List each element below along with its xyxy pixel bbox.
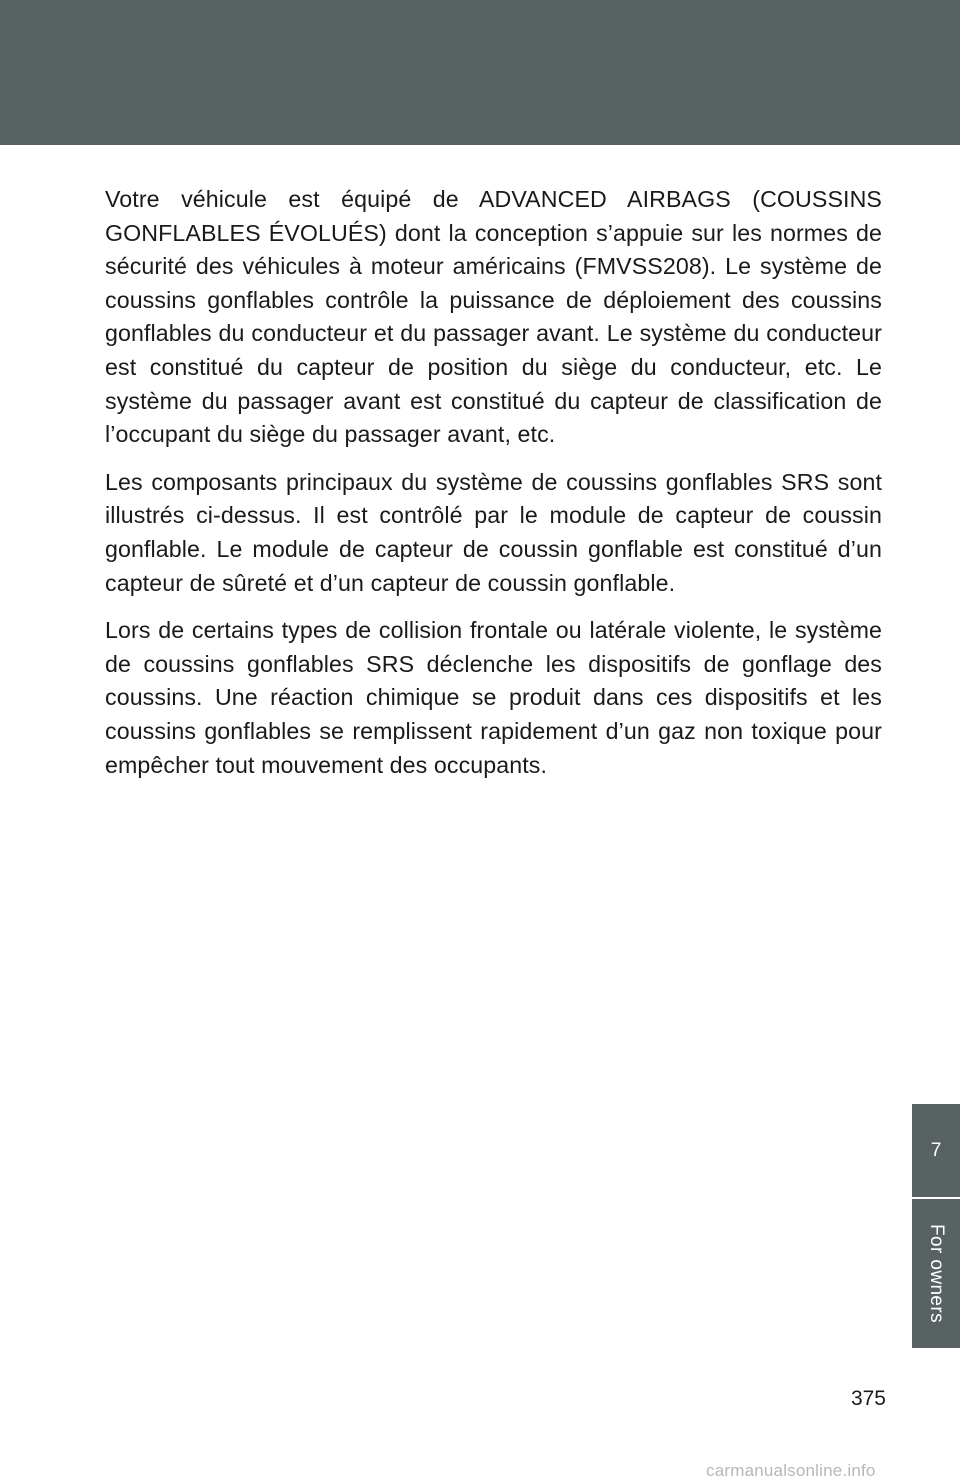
chapter-number: 7 bbox=[930, 1140, 942, 1161]
chapter-tab[interactable] bbox=[912, 1104, 960, 1348]
body-text bbox=[105, 183, 882, 796]
watermark: carmanualsonline.info bbox=[706, 1461, 876, 1480]
page-number: 375 bbox=[850, 1387, 886, 1410]
chapter-title: For owners bbox=[926, 1223, 947, 1324]
chapter-title-box bbox=[912, 1199, 960, 1348]
paragraph-collision-deployment: Lors de certains types de collision frontale ou latérale violente, le système de coussins gonflables SRS déclenche les dispositifs de gonflage des coussins. Une réaction chimique se produit dans ces dispositifs et les coussins gonflables se remplissent rapidement d’un gaz non toxique pour empêcher tout mouvement des occupants. bbox=[105, 617, 882, 778]
paragraph-srs-components: Les composants principaux du système de coussins gonflables SRS sont illustrés ci-dessus. Il est contrôlé par le module de capteur de coussin gonflable. Le module de capteur de coussin gonflable est constitué d’un capteur de sûreté et d’un capteur de coussin gonflable. bbox=[105, 468, 882, 596]
chapter-number-box bbox=[912, 1104, 960, 1197]
paragraph-airbag-intro: Votre véhicule est équipé de ADVANCED AIRBAGS (COUSSINS GONFLABLES ÉVOLUÉS) dont la conception s’appuie sur les normes de sécurité des véhicules à moteur américains (FMVSS208). Le système de coussins gonflables contrôle la puissance de déploiement des coussins gonflables du conducteur et du passager avant. Le système du conducteur est constitué du capteur de position du siège du conducteur, etc. Le système du passager avant est constitué du capteur de classification de l’occupant du siège du passager avant, etc. bbox=[105, 186, 882, 448]
header-band bbox=[0, 0, 960, 145]
